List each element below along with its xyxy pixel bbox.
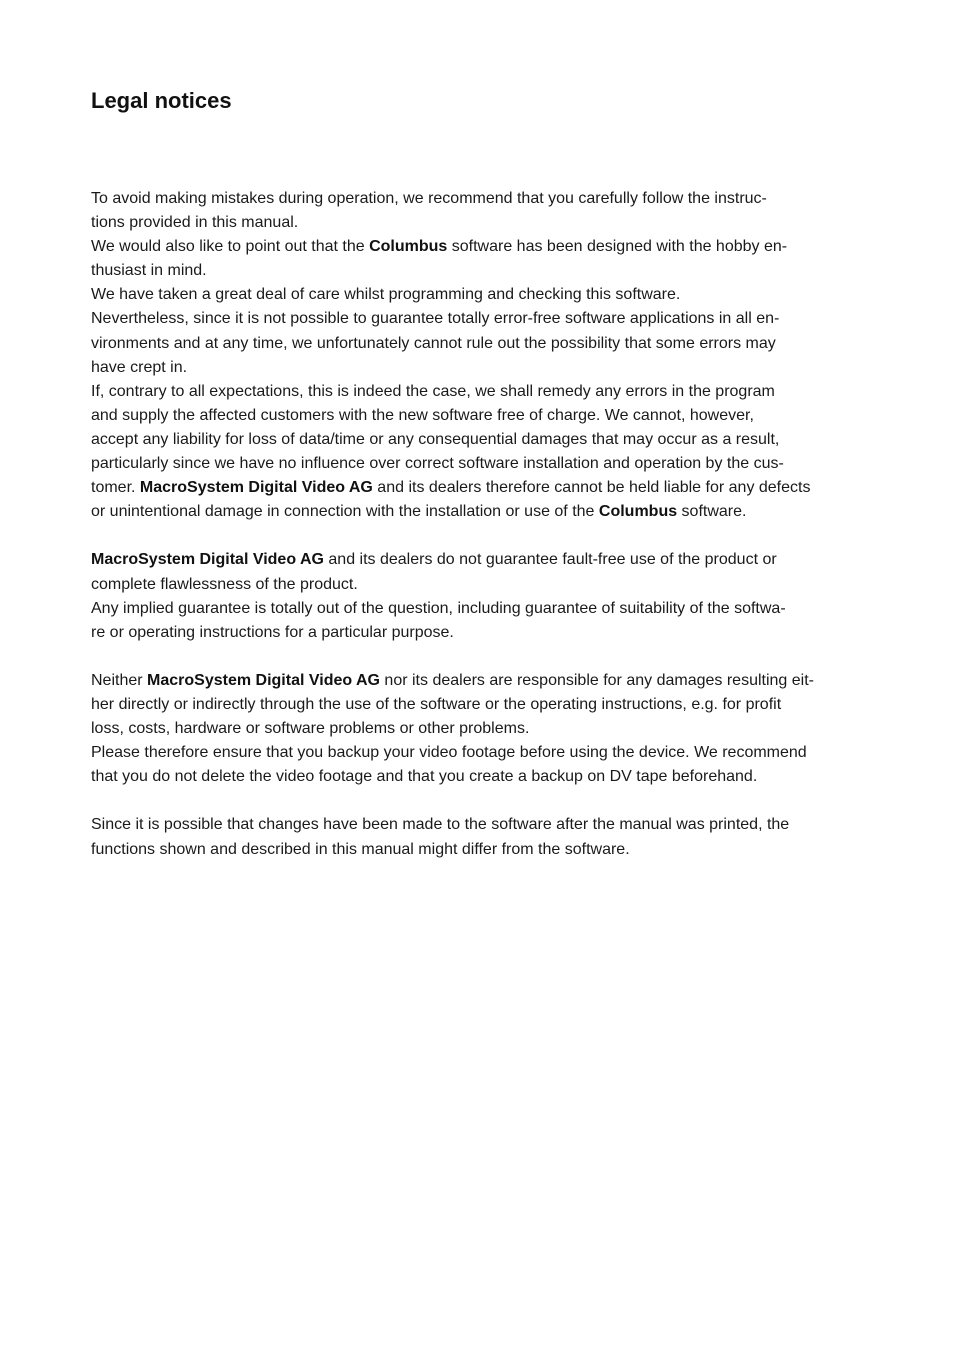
text-run: her directly or indirectly through the use of the software or the operating instructions, e.g. for profit bbox=[91, 695, 782, 713]
text-run: and its dealers therefore cannot be held liable for any defects bbox=[372, 479, 811, 497]
text-run: functions shown and described in this manual might differ from the software. bbox=[91, 840, 630, 858]
bold-term: MacroSystem Digital Video AG bbox=[147, 671, 380, 689]
text-line bbox=[91, 741, 881, 765]
text-run: tions provided in this manual. bbox=[91, 214, 299, 232]
text-run: Nevertheless, since it is not possible to guarantee totally error-free software applications in all en- bbox=[91, 310, 780, 328]
text-run: particularly since we have no influence over correct software installation and operation by the cus- bbox=[91, 455, 784, 473]
text-line bbox=[91, 717, 881, 741]
text-line bbox=[91, 259, 881, 283]
legal-notice-text bbox=[91, 187, 881, 862]
bold-term: MacroSystem Digital Video AG bbox=[91, 551, 324, 569]
text-run: thusiast in mind. bbox=[91, 262, 207, 280]
text-run: re or operating instructions for a particular purpose. bbox=[91, 623, 454, 641]
text-line bbox=[91, 187, 881, 211]
text-run: vironments and at any time, we unfortunately cannot rule out the possibility that some errors may bbox=[91, 334, 776, 352]
bold-term: Columbus bbox=[598, 503, 678, 521]
text-line bbox=[91, 235, 881, 259]
bold-term: MacroSystem Digital Video AG bbox=[139, 479, 373, 497]
text-line bbox=[91, 307, 881, 331]
text-line bbox=[91, 211, 881, 235]
text-line bbox=[91, 838, 881, 862]
text-run: nor its dealers are responsible for any damages resulting eit- bbox=[379, 671, 814, 689]
text-run: tomer. bbox=[91, 479, 140, 497]
text-run: and its dealers do not guarantee fault-free use of the product or bbox=[323, 551, 777, 569]
page-title: Legal notices bbox=[91, 88, 232, 113]
paragraph bbox=[91, 813, 881, 861]
text-run: If, contrary to all expectations, this is indeed the case, we shall remedy any errors in the program bbox=[91, 382, 775, 400]
text-run: To avoid making mistakes during operation, we recommend that you carefully follow the instruc- bbox=[91, 190, 767, 207]
text-run: Any implied guarantee is totally out of the question, including guarantee of suitability of the softwa- bbox=[91, 599, 786, 617]
text-line bbox=[91, 813, 881, 837]
paragraph bbox=[91, 548, 881, 644]
text-line bbox=[91, 476, 881, 500]
text-line bbox=[91, 621, 881, 645]
text-line bbox=[91, 283, 881, 307]
text-run: We would also like to point out that the bbox=[91, 238, 370, 256]
paragraph-spacer bbox=[91, 789, 881, 813]
paragraph-spacer bbox=[91, 645, 881, 669]
text-line bbox=[91, 693, 881, 717]
text-run: Neither bbox=[91, 671, 148, 689]
text-line bbox=[91, 597, 881, 621]
text-run: or unintentional damage in connection with the installation or use of the bbox=[91, 503, 599, 521]
text-line bbox=[91, 765, 881, 789]
text-run: software. bbox=[677, 503, 747, 521]
text-line bbox=[91, 404, 881, 428]
text-line bbox=[91, 669, 881, 693]
text-line bbox=[91, 428, 881, 452]
text-line bbox=[91, 500, 881, 524]
paragraph bbox=[91, 669, 881, 789]
paragraph-spacer bbox=[91, 524, 881, 548]
text-line bbox=[91, 573, 881, 597]
text-run: Since it is possible that changes have been made to the software after the manual was printed, the bbox=[91, 816, 790, 834]
text-run: accept any liability for loss of data/time or any consequential damages that may occur as a result, bbox=[91, 430, 780, 448]
text-line bbox=[91, 332, 881, 356]
text-run: loss, costs, hardware or software problems or other problems. bbox=[91, 720, 530, 738]
text-run: complete flawlessness of the product. bbox=[91, 575, 358, 593]
text-run: software has been designed with the hobby en- bbox=[447, 238, 788, 256]
text-run: have crept in. bbox=[91, 358, 188, 376]
text-run: Please therefore ensure that you backup your video footage before using the device. We recommend bbox=[91, 744, 807, 762]
text-run: that you do not delete the video footage and that you create a backup on DV tape beforehand. bbox=[91, 768, 758, 786]
bold-term: Columbus bbox=[369, 238, 448, 256]
text-run: and supply the affected customers with the new software free of charge. We cannot, however, bbox=[91, 406, 754, 424]
text-line bbox=[91, 380, 881, 404]
text-line bbox=[91, 452, 881, 476]
text-line bbox=[91, 356, 881, 380]
text-line bbox=[91, 548, 881, 572]
text-run: We have taken a great deal of care whilst programming and checking this software. bbox=[91, 286, 681, 304]
paragraph bbox=[91, 187, 881, 524]
